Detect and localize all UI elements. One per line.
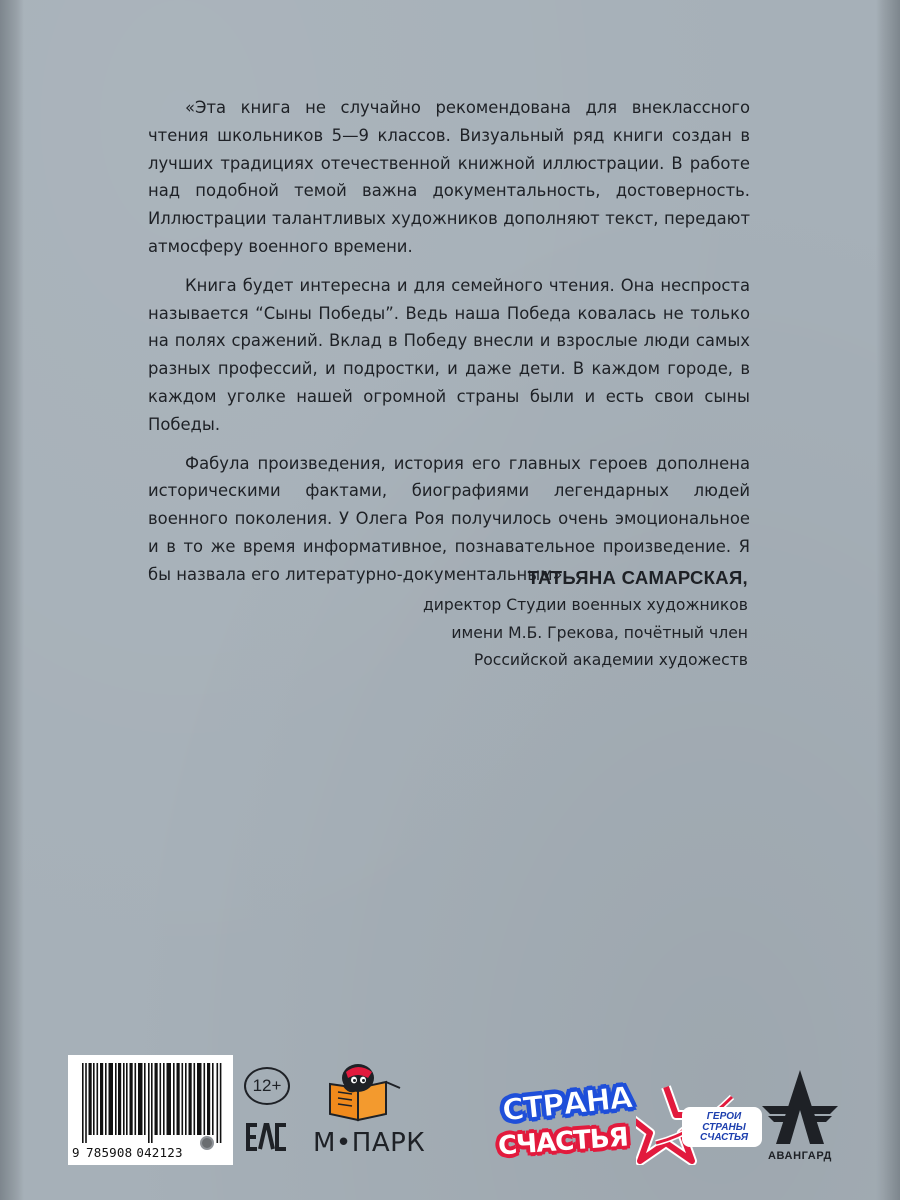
geroi-logo-line-2: СТРАНЫ [702, 1121, 746, 1133]
cover-left-edge [0, 0, 24, 1200]
barcode-left-group: 785908 [86, 1145, 133, 1160]
mpark-logo-icon [316, 1058, 406, 1128]
cover-mark-dot [200, 1136, 214, 1150]
blurb-paragraph-2: Книга будет интересна и для семейного чтения. Она неспроста называется “Сыны Победы”. Ведь наша Победа ковалась не только на полях сражений. Вклад в Победу внесли и взрослые люди самых разных профессий, и подростки, и даже дети. В каждом городе, в каждом уголке нашей огромной страны были и есть свои сыны Победы. [148, 275, 750, 434]
attribution-name-line [328, 564, 748, 592]
attribution-title-line-3: Российской академии художеств [473, 651, 748, 669]
barcode-first-digit: 9 [72, 1145, 80, 1160]
age-rating-badge: 12+ [244, 1067, 290, 1105]
geroi-logo-line-1: ГЕРОИ [706, 1111, 742, 1122]
avangard-logo-text: АВАНГАРД [768, 1150, 832, 1162]
attribution-name: ТАТЬЯНА САМАРСКАЯ [527, 567, 743, 588]
attribution-title-line-1: директор Студии военных художников [422, 596, 748, 614]
strana-logo-line-2: СЧАСТЬЯ [497, 1122, 629, 1162]
strana-schastya-logo [496, 1080, 634, 1167]
blurb-paragraph-1: «Эта книга не случайно рекомендована для внеклассного чтения школьников 5—9 классов. Визуальный ряд книги создан в лучших традициях отечественной книжной иллюстрации. В работе над подобной темой важна документальность, достоверность. Иллюстрации талантливых художников дополняют текст, передают атмосферу военного времени. [148, 98, 750, 256]
geroi-logo-line-3: СЧАСТЬЯ [699, 1132, 749, 1143]
avangard-logo-icon [760, 1068, 840, 1148]
blurb-text [148, 94, 750, 600]
barcode-right-group: 042123 [136, 1145, 183, 1160]
geroi-logo-text [684, 1112, 764, 1144]
barcode-bars [82, 1063, 222, 1143]
strana-logo-line-1: СТРАНА [500, 1080, 634, 1129]
blurb-paragraph-3: Фабула произведения, история его главных героев дополнена историческими фактами, биографиями легендарных людей военного поколения. У Олега Роя получилось очень эмоциональное и в то же время информативное, познавательное произведение. Я бы назвала его литературно-документальным». [148, 453, 750, 584]
mpark-logo-text: М•ПАРК [313, 1128, 426, 1158]
quote-attribution [328, 564, 748, 675]
attribution-title-line-2: имени М.Б. Грекова, почётный член [451, 623, 748, 642]
attribution-comma: , [742, 567, 748, 588]
eac-certification-icon [246, 1122, 288, 1152]
cover-right-edge [876, 0, 900, 1200]
